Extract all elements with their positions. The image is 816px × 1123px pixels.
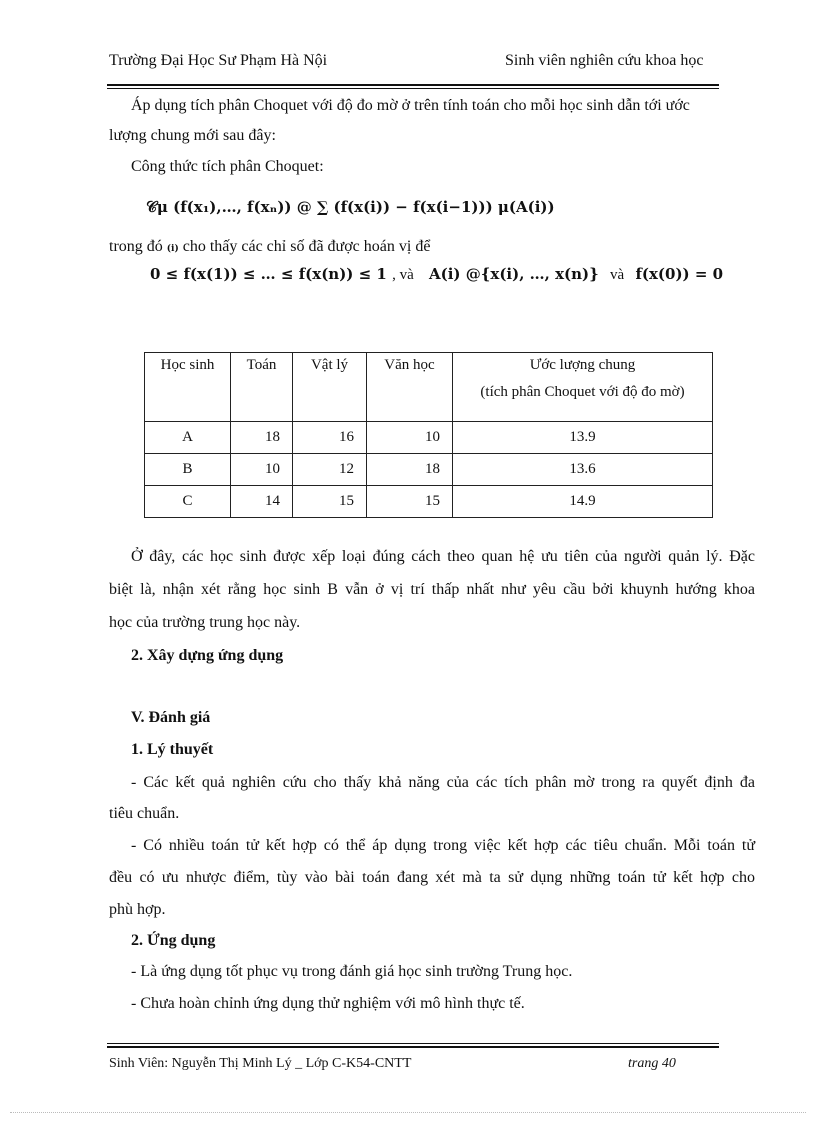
col-header-estimate-title: Ước lượng chung — [529, 357, 636, 373]
student-name: C — [145, 486, 231, 518]
header-title: Sinh viên nghiên cứu khoa học — [505, 52, 704, 69]
estimate-value: 13.6 — [453, 454, 713, 486]
table-row — [145, 422, 713, 454]
condition-order: 0 ≤ f(x(1)) ≤ … ≤ f(x(n)) ≤ 1 — [150, 265, 387, 283]
footer-rule-thin — [107, 1043, 719, 1044]
col-header-estimate — [453, 353, 713, 422]
where-line — [109, 237, 430, 259]
footer-author: Sinh Viên: Nguyễn Thị Minh Lý _ Lớp C-K54-CNTT — [109, 1056, 412, 1071]
math-score: 10 — [231, 454, 293, 486]
col-header-student: Học sinh — [145, 353, 231, 422]
theory-bullet-1-line-1: - Các kết quả nghiên cứu cho thấy khả năng của các tích phân mờ trong ra quyết định đa — [131, 774, 755, 791]
theory-bullet-2-line-2: đều có ưu nhược điểm, tùy vào bài toán đang xét mà ta sử dụng những toán tử kết hợp cho — [109, 869, 755, 886]
where-prefix: trong đó — [109, 238, 163, 255]
literature-score: 10 — [367, 422, 453, 454]
estimate-value: 13.9 — [453, 422, 713, 454]
theory-bullet-2-line-1: - Có nhiều toán tử kết hợp có thể áp dụng trong việc kết hợp các tiêu chuẩn. Mỗi toán tử — [131, 837, 755, 854]
literature-score: 18 — [367, 454, 453, 486]
theory-bullet-2-line-3: phù hợp. — [109, 901, 166, 918]
application-bullet-1: - Là ứng dụng tốt phục vụ trong đánh giá học sinh trường Trung học. — [131, 963, 573, 980]
estimate-value: 14.9 — [453, 486, 713, 518]
table-row — [145, 454, 713, 486]
header-rule-thin — [107, 88, 719, 89]
section-heading-build-app: 2. Xây dựng ứng dụng — [131, 647, 284, 664]
literature-score: 15 — [367, 486, 453, 518]
conjunction-2: và — [610, 267, 625, 283]
where-index: (i) — [166, 244, 179, 254]
section-heading-evaluation: V. Đánh giá — [131, 709, 211, 726]
math-score: 14 — [231, 486, 293, 518]
intro-line-2: lượng chung mới sau đây: — [109, 127, 276, 144]
physics-score: 16 — [293, 422, 367, 454]
table-row — [145, 486, 713, 518]
header-school: Trường Đại Học Sư Phạm Hà Nội — [109, 52, 328, 69]
student-name: A — [145, 422, 231, 454]
physics-score: 15 — [293, 486, 367, 518]
section-heading-application: 2. Ứng dụng — [131, 932, 216, 949]
discussion-line-3: học của trường trung học này. — [109, 614, 301, 631]
discussion-line-1: Ở đây, các học sinh được xếp loại đúng cách theo quan hệ ưu tiên của người quản lý. Đặc — [131, 548, 755, 565]
footer-rule-thick — [107, 1046, 719, 1048]
grades-table — [144, 352, 713, 518]
header-rule-thick — [107, 84, 719, 86]
page-number: trang 40 — [628, 1056, 676, 1071]
col-header-math: Toán — [231, 353, 293, 422]
physics-score: 12 — [293, 454, 367, 486]
condition-zero: f(x(0)) = 0 — [635, 265, 724, 283]
theory-bullet-1-line-2: tiêu chuẩn. — [109, 805, 180, 822]
formula-label: Công thức tích phân Choquet: — [131, 158, 324, 175]
student-name: B — [145, 454, 231, 486]
intro-line-1: Áp dụng tích phân Choquet với độ đo mờ ở trên tính toán cho mỗi học sinh dẫn tới ước — [131, 97, 690, 114]
table-header-row — [145, 353, 713, 422]
col-header-physics: Vật lý — [293, 353, 367, 422]
col-header-literature: Văn học — [367, 353, 453, 422]
section-heading-theory: 1. Lý thuyết — [131, 741, 214, 758]
discussion-line-2: biệt là, nhận xét rằng học sinh B vẫn ở vị trí thấp nhất như yêu cầu bởi khuynh hướng khoa — [109, 581, 755, 598]
choquet-formula: 𝒞μ (f(x₁),…, f(xₙ)) @ ∑ (f(x(i)) − f(x(i−1))) μ(A(i)) — [146, 198, 555, 216]
math-score: 18 — [231, 422, 293, 454]
conjunction-1: , và — [392, 267, 414, 283]
page-bottom-dotted-edge — [10, 1112, 806, 1113]
conditions-line — [150, 265, 723, 284]
application-bullet-2: - Chưa hoàn chỉnh ứng dụng thử nghiệm với mô hình thực tế. — [131, 995, 525, 1012]
where-suffix: cho thấy các chỉ số đã được hoán vị để — [182, 238, 431, 255]
condition-set: A(i) @{x(i), …, x(n)} — [428, 265, 599, 283]
col-header-estimate-note: (tích phân Choquet với độ đo mờ) — [480, 384, 685, 400]
